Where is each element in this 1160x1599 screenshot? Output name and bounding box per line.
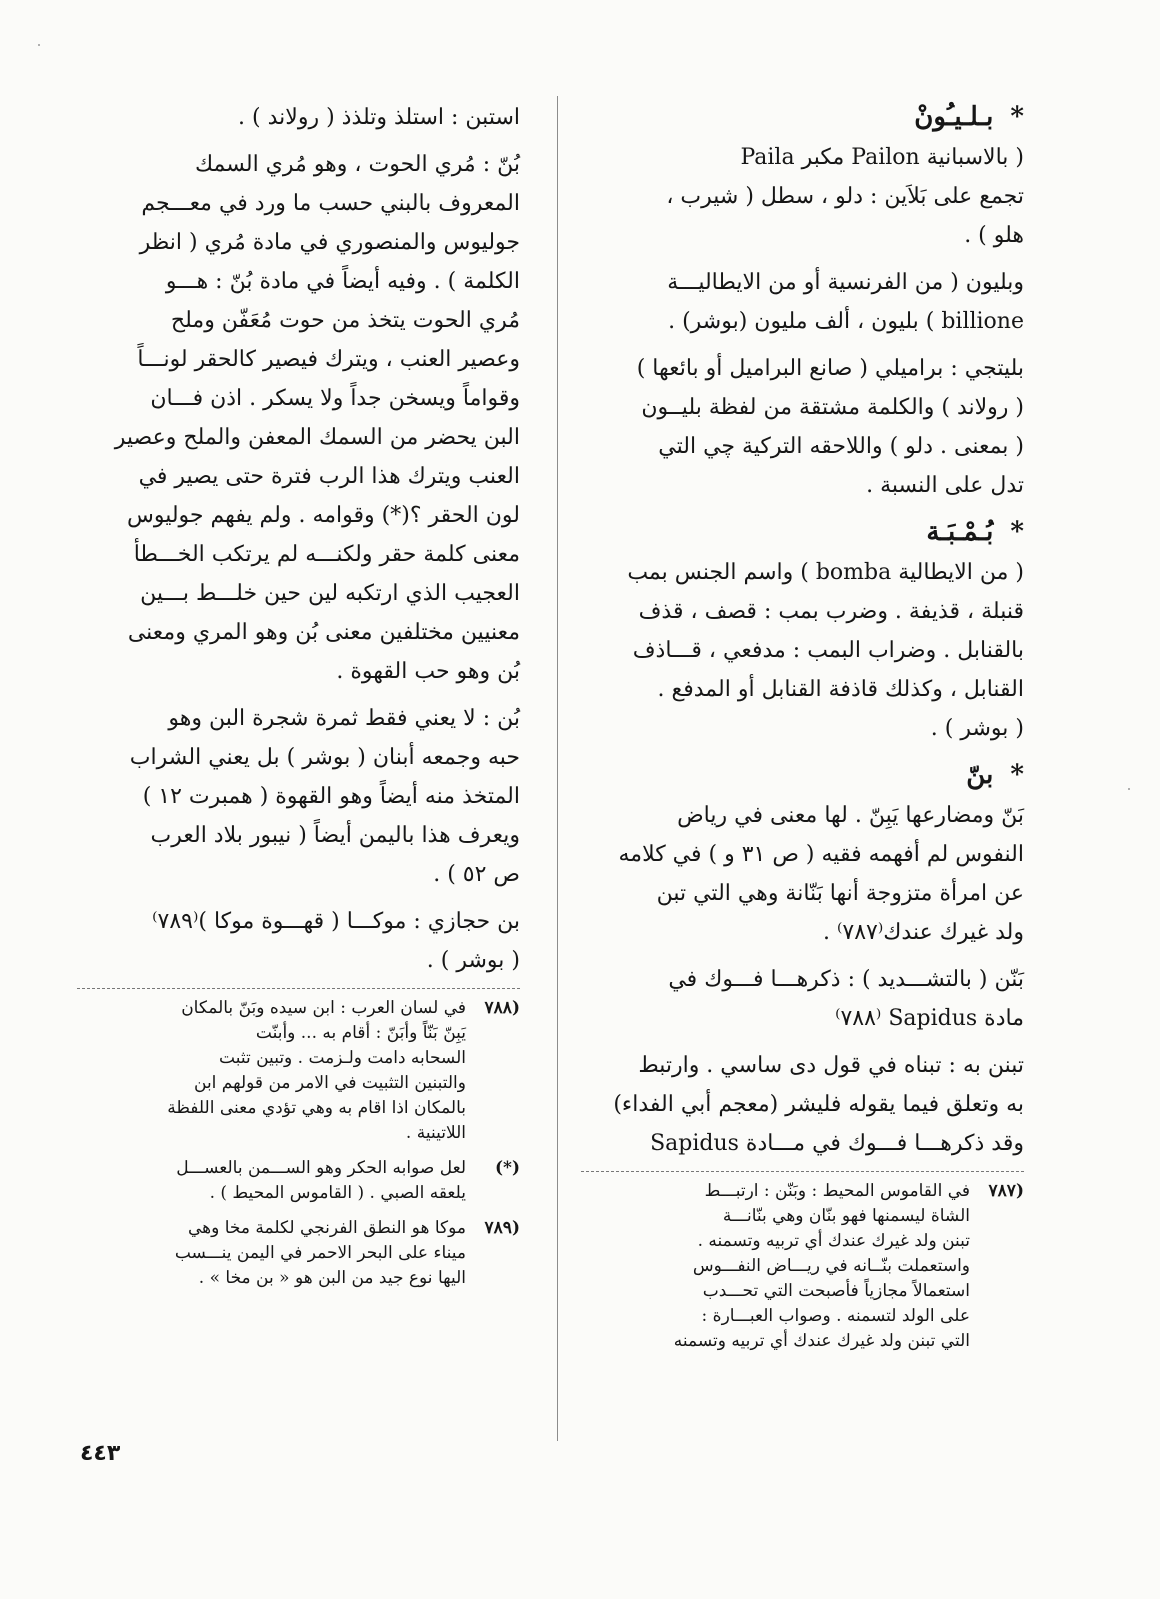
entry-body-bilyun bbox=[581, 138, 1024, 255]
text-line: وقد ذكرهـــا فـــوك في مـــادة Sapidus bbox=[650, 1131, 1024, 1156]
text-line: تدل على النسبة . bbox=[866, 473, 1024, 498]
footnote-line: تبنن ولد غيرك عندك أي تربيه وتسمنه . bbox=[697, 1231, 970, 1251]
footnote-line: واستعملت بنّــانه في ريـــاض النفـــوس bbox=[692, 1256, 970, 1276]
footnote-line: السحابه دامت ولـزمت . وتبين تثبت bbox=[219, 1048, 466, 1068]
text-line: ( بوشر ) . bbox=[930, 716, 1024, 741]
footnote-line: في القاموس المحيط : وبَنّن : ارتبـــط bbox=[704, 1181, 970, 1201]
column-divider bbox=[557, 96, 558, 1441]
text-line: ( بوشر ) . bbox=[426, 948, 520, 973]
entry-heading-bann bbox=[581, 756, 1024, 794]
text-line: مادة Sapidus ⁽٧٨٨⁾ bbox=[835, 1006, 1024, 1031]
footnote-line: لعل صوابه الحكر وهو الســـمن بالعســـل bbox=[176, 1158, 466, 1178]
footnote-line: اليها نوع جيد من البن هو « بن مخا » . bbox=[198, 1268, 466, 1288]
paragraph-biliyun bbox=[581, 263, 1024, 341]
footnote-line: ميناء على البحر الاحمر في اليمن ينـــسب bbox=[174, 1243, 466, 1263]
text-line: استبن : استلذ وتلذذ ( رولاند ) . bbox=[238, 105, 520, 130]
text-line: العنب ويترك هذا الرب فترة حتى يصير في bbox=[138, 464, 520, 489]
footnote-789 bbox=[77, 1216, 520, 1291]
paragraph-bunn-coffee bbox=[77, 699, 520, 894]
text-line: بالقنابل . وضراب البمب : مدفعي ، قـــاذف bbox=[632, 638, 1024, 663]
text-line: بُن : لا يعني فقط ثمرة شجرة البن وهو bbox=[168, 706, 520, 731]
entry-body-bann bbox=[581, 796, 1024, 952]
paragraph-tabannun bbox=[581, 1046, 1024, 1163]
text-line: وقواماً ويسخن جداً ولا يسكر . اذن فـــان bbox=[150, 386, 520, 411]
text-line: عن امرأة متزوجة أنها بَنّانة وهي التي تبن bbox=[656, 881, 1024, 906]
text-line: القنابل ، وكذلك قاذفة القنابل أو المدفع . bbox=[657, 677, 1024, 702]
text-line: ويعرف هذا باليمن أيضاً ( نيبور بلاد العرب bbox=[150, 823, 520, 848]
text-line: معنى كلمة حقر ولكنـــه لم يرتكب الخـــطأ bbox=[133, 542, 520, 567]
text-line: البن يحضر من السمك المعفن والملح وعصير bbox=[114, 425, 520, 450]
text-line: بن حجازي : موكـــا ( قهـــوة موكا )⁽٧٨٩⁾ bbox=[152, 909, 520, 934]
right-column bbox=[581, 98, 1024, 1364]
text-line: وبليون ( من الفرنسية أو من الايطاليـــة bbox=[667, 270, 1024, 295]
footnote-line: يَبِنّ بَنّاً وأبَنّ : أقام به ... وأبنّت bbox=[255, 1023, 466, 1043]
text-line: بليتجي : براميلي ( صانع البراميل أو بائعها ) bbox=[636, 356, 1024, 381]
footnote-line: بالمكان اذا اقام به وهي تؤدي معنى اللفظة bbox=[167, 1098, 466, 1118]
text-line: بُن وهو حب القهوة . bbox=[336, 659, 520, 684]
footnote-line: اللاتينية . bbox=[405, 1123, 466, 1143]
page-number: ٤٤٣ bbox=[80, 1441, 121, 1466]
footnote-line: على الولد لتسمنه . وصواب العبـــارة : bbox=[701, 1306, 970, 1326]
text-line: العجيب الذي ارتكبه لين حين خلـــط بـــين bbox=[140, 581, 520, 606]
text-line: النفوس لم أفهمه فقيه ( ص ٣١ و ) في كلامه bbox=[618, 842, 1024, 867]
footnote-line: يلعقه الصبي . ( القاموس المحيط ) . bbox=[209, 1183, 466, 1203]
paragraph-bannan bbox=[581, 960, 1024, 1038]
left-column bbox=[77, 98, 520, 1301]
text-line: قنبلة ، قذيفة . وضرب بمب : قصف ، قذف bbox=[638, 599, 1024, 624]
footnote-line: استعمالاً مجازياً فأصبحت التي تحـــدب bbox=[702, 1281, 970, 1301]
entry-star-icon: * bbox=[1010, 760, 1024, 790]
footnote-number: (٧٨٩ bbox=[484, 1218, 520, 1238]
paragraph-bunn-mury bbox=[77, 145, 520, 691]
scan-speck bbox=[1128, 788, 1130, 790]
text-line: بَنّ ومضارعها يَبِنّ . لها معنى في رياض bbox=[677, 803, 1024, 828]
entry-body-bomba bbox=[581, 553, 1024, 748]
text-line: ( رولاند ) والكلمة مشتقة من لفظة بليــون bbox=[641, 395, 1024, 420]
headword: بـلـيـُونْ bbox=[914, 102, 994, 132]
headword: بنّ bbox=[966, 760, 994, 790]
text-line: وعصير العنب ، ويترك فيصير كالحقر لونـــاً bbox=[137, 347, 520, 372]
footnote-rule bbox=[77, 988, 520, 990]
entry-star-icon: * bbox=[1010, 517, 1024, 547]
text-line: لون الحقر ؟(*) وقوامه . ولم يفهم جوليوس bbox=[126, 503, 520, 528]
footnote-line: التي تبنن ولد غيرك عندك أي تربيه وتسمنه bbox=[673, 1331, 970, 1351]
scan-speck bbox=[38, 44, 40, 46]
text-line: هلو ) . bbox=[964, 223, 1024, 248]
text-line: به وتعلق فيما يقوله فليشر (معجم أبي الفداء) bbox=[613, 1092, 1024, 1117]
text-line: تجمع على بَلاَين : دلو ، سطل ( شيرب ، bbox=[666, 184, 1024, 209]
text-line: المعروف بالبني حسب ما ورد في معـــجم bbox=[141, 191, 520, 216]
paragraph-bunn-hijazi bbox=[77, 902, 520, 980]
origin-line: ( بالاسبانية Pailon مكبر Paila bbox=[740, 145, 1024, 170]
footnote-line: موكا هو النطق الفرنجي لكلمة مخا وهي bbox=[188, 1218, 466, 1238]
footnote-line: والتبنين التثبيت في الامر من قولهم ابن bbox=[194, 1073, 466, 1093]
text-line: ( من الايطالية bomba ) واسم الجنس بمب bbox=[627, 560, 1024, 585]
text-line: معنيين مختلفين معنى بُن وهو المري ومعنى bbox=[127, 620, 520, 645]
text-line: ولد غيرك عندك⁽٧٨٧⁾ . bbox=[823, 920, 1024, 945]
text-line: جوليوس والمنصوري في مادة مُري ( انظر bbox=[139, 230, 520, 255]
footnote-788 bbox=[77, 996, 520, 1146]
text-line: حبه وجمعه أبنان ( بوشر ) بل يعني الشراب bbox=[129, 745, 520, 770]
text-line: billione ) بليون ، ألف مليون (بوشر) . bbox=[668, 309, 1024, 334]
text-line: ( بمعنى . دلو ) واللاحقه التركية چي التي bbox=[658, 434, 1024, 459]
footnote-line: الشاة ليسمنها فهو بنّان وهي بنّانـــة bbox=[722, 1206, 970, 1226]
footnote-rule bbox=[581, 1171, 1024, 1173]
text-line: ص ٥٢ ) . bbox=[433, 862, 520, 887]
footnote-number: (٧٨٨ bbox=[484, 998, 520, 1018]
text-line: المتخذ منه أيضاً وهو القهوة ( همبرت ١٢ ) bbox=[142, 784, 520, 809]
footnote-star bbox=[77, 1156, 520, 1206]
text-line: الكلمة ) . وفيه أيضاً في مادة بُنّ : هـــو bbox=[165, 269, 520, 294]
footnote-number: (*) bbox=[495, 1158, 520, 1178]
paragraph-bilyunji bbox=[581, 349, 1024, 505]
entry-heading-bomba bbox=[581, 513, 1024, 551]
text-line: مُري الحوت يتخذ من حوت مُعَفّن وملح bbox=[170, 308, 520, 333]
text-line: بُنّ : مُري الحوت ، وهو مُري السمك bbox=[194, 152, 520, 177]
footnote-number: (٧٨٧ bbox=[988, 1181, 1024, 1201]
text-line: تبنن به : تبناه في قول دى ساسي . وارتبط bbox=[638, 1053, 1024, 1078]
text-line: بَنّن ( بالتشـــديد ) : ذكرهـــا فـــوك في bbox=[668, 967, 1024, 992]
entry-star-icon: * bbox=[1010, 102, 1024, 132]
entry-heading-bilyun bbox=[581, 98, 1024, 136]
paragraph-istaban bbox=[77, 98, 520, 137]
headword: بُـمْـبَـة bbox=[926, 517, 994, 547]
footnote-787 bbox=[581, 1179, 1024, 1354]
footnote-line: في لسان العرب : ابن سيده وبَنّ بالمكان bbox=[181, 998, 466, 1018]
